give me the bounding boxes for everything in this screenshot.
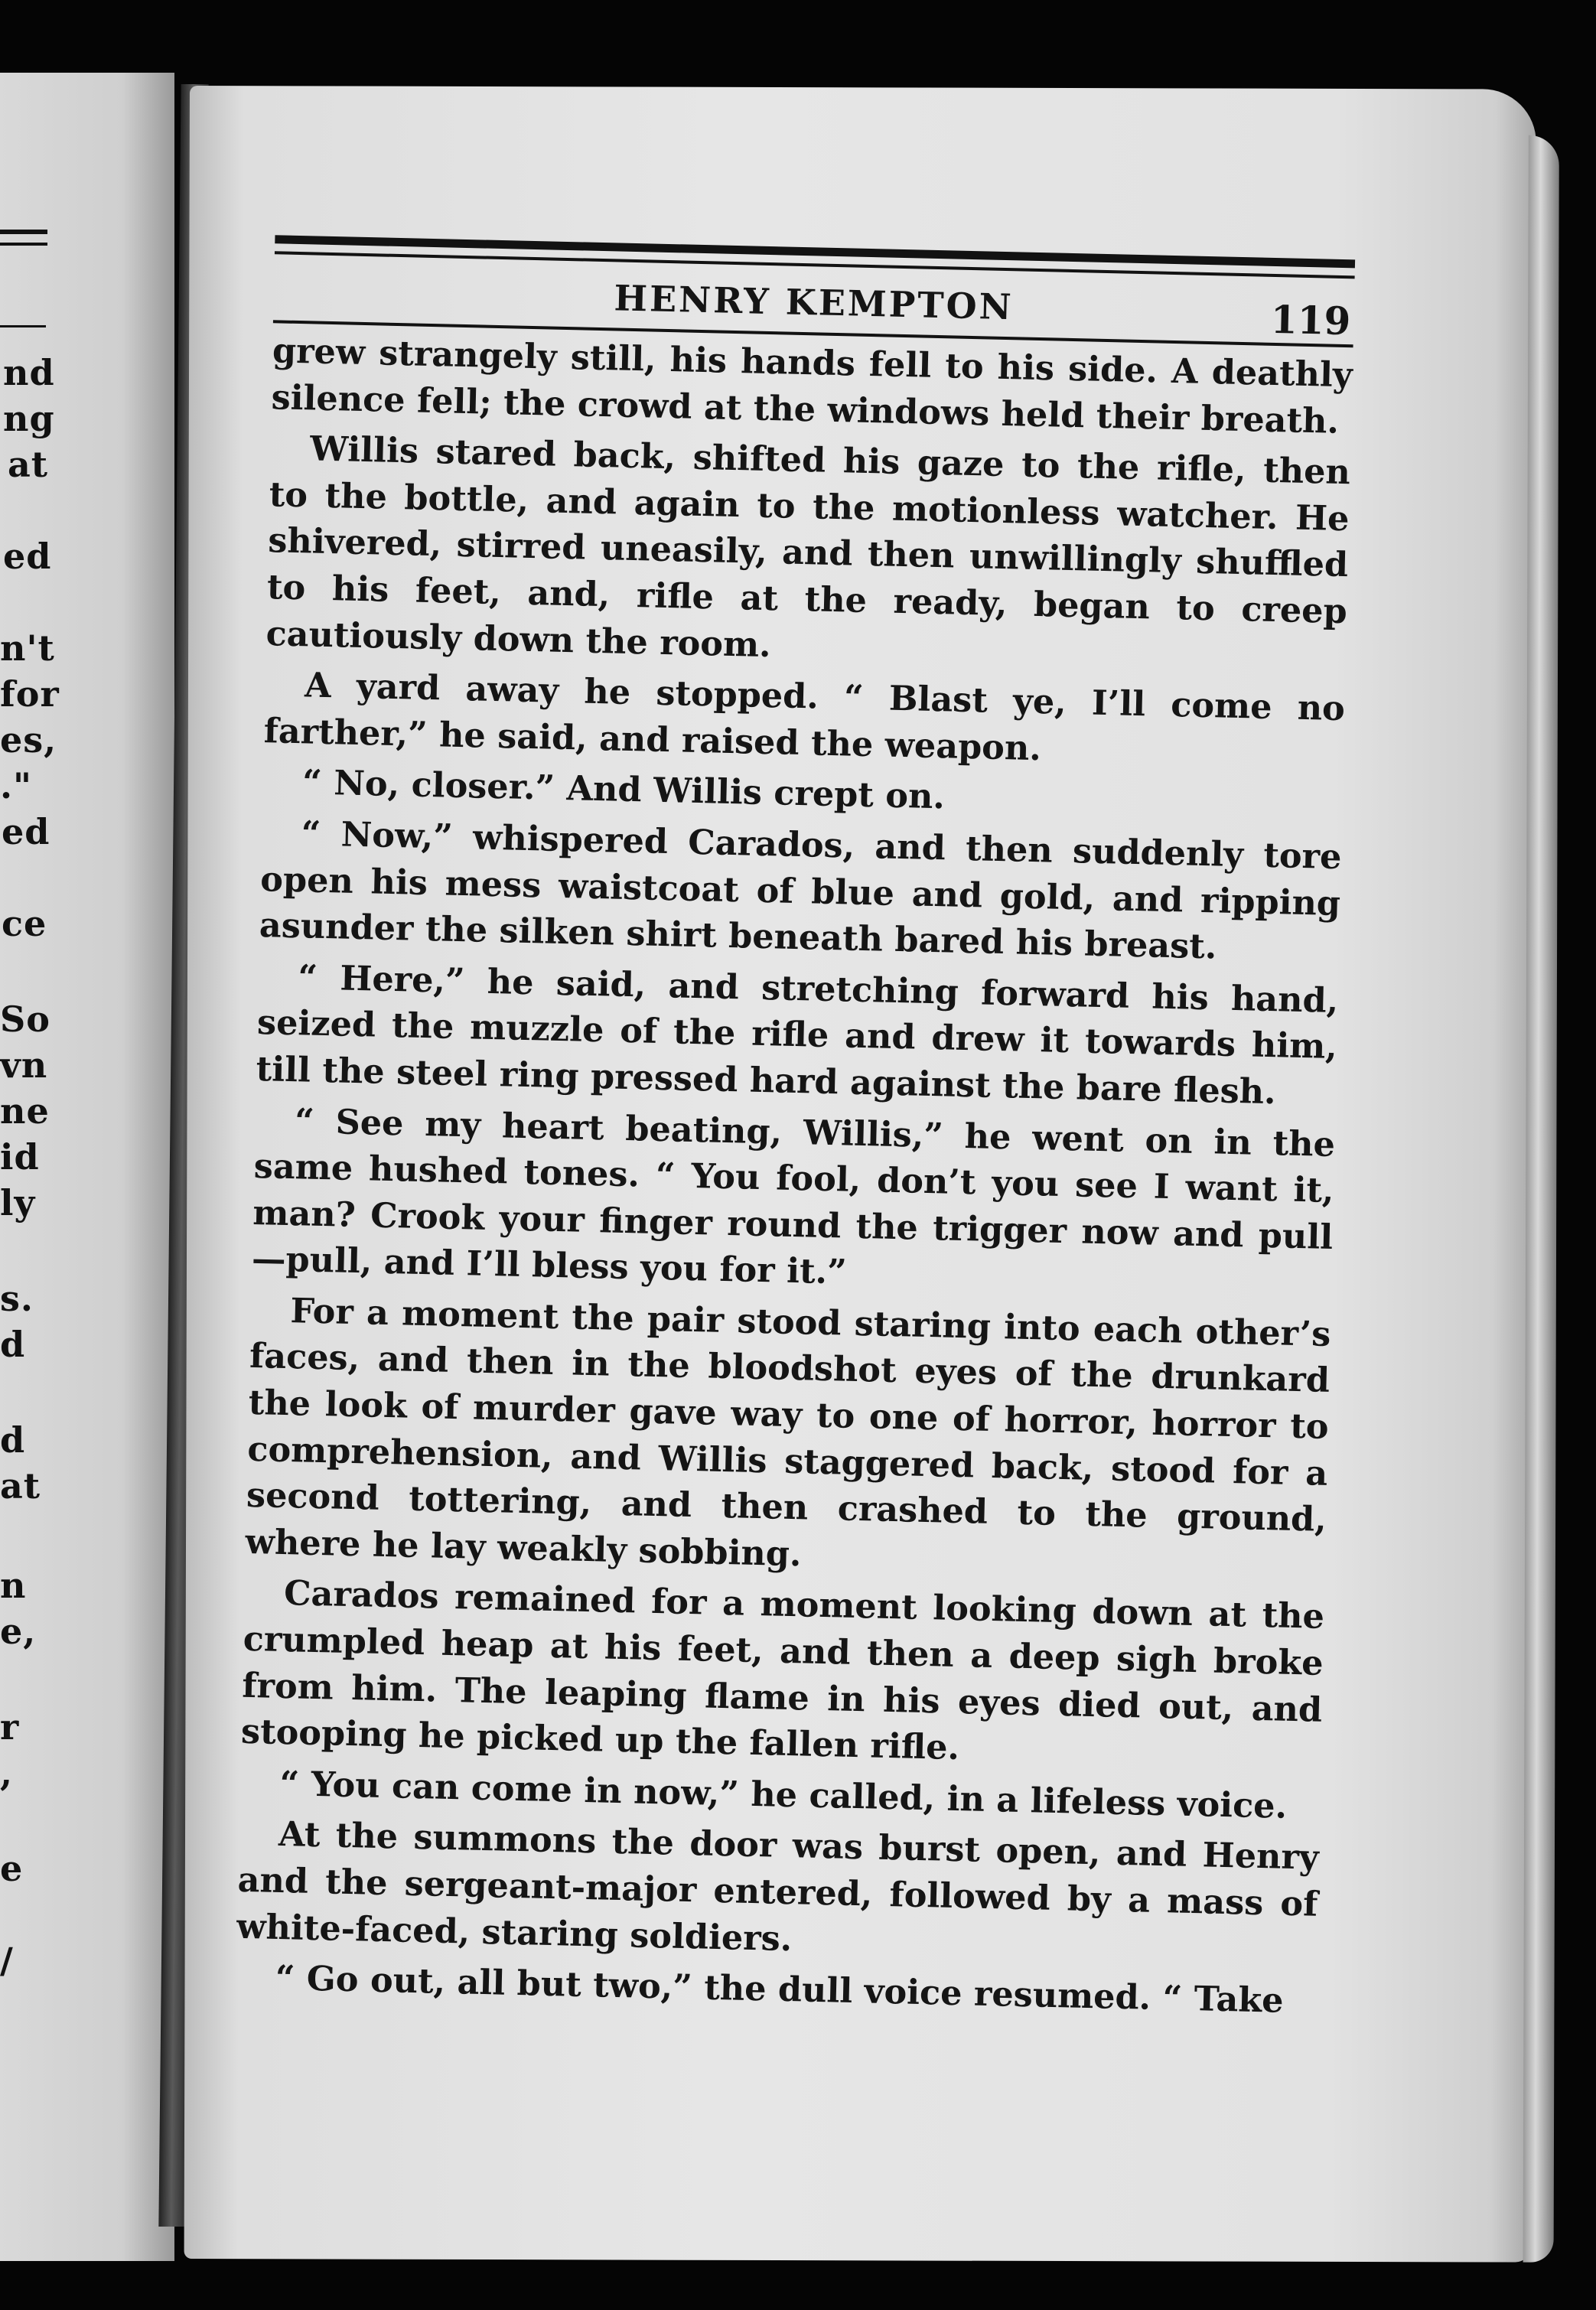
previous-page [0, 73, 174, 2261]
previous-page-fragment: at [8, 444, 49, 485]
previous-page-fragment: n't [0, 627, 55, 669]
previous-page-fragment: e [0, 1848, 24, 1889]
paragraph: At the summons the door was burst open, and Henry and the sergeant-major entered, followed by a mass of white-faced, staring soldiers. [236, 1814, 1320, 1959]
previous-page-fragment: ne [0, 1090, 50, 1132]
paragraph: “ Go out, all but two,” the dull voice resumed. “ Take [275, 1958, 1285, 2021]
paragraph: A yard away he stopped. “ Blast ye, I’ll come no farther,” he said, and raised the weapon. [263, 665, 1346, 768]
paragraph: “ Here,” he said, and stretching forward his hand, seized the muzzle of the rifle and drew it towards him, till the steel ring pressed hard against the bare flesh. [256, 956, 1339, 1113]
paragraph: “ Now,” whispered Carados, and then suddenly tore open his mess waistcoat of blue and gold, and ripping asunder the silken shirt beneath bared his breast. [259, 813, 1342, 967]
page-edge [1523, 135, 1559, 2263]
page-content [235, 235, 1355, 2025]
previous-page-fragment: s. [0, 1278, 34, 1319]
paragraph: “ You can come in now,” he called, in a lifeless voice. [278, 1763, 1288, 1826]
previous-page-rule [0, 230, 47, 234]
previous-page-fragment: nd [3, 352, 55, 393]
previous-page-fragment: ed [3, 536, 52, 577]
previous-page-rule [0, 243, 47, 246]
previous-page-fragment: n [0, 1565, 27, 1606]
book-page [184, 86, 1536, 2263]
previous-page-fragment: d [0, 1419, 26, 1461]
previous-page-fragment: ed [2, 811, 50, 852]
previous-page-fragment: vn [0, 1044, 48, 1086]
previous-page-fragment: ce [2, 903, 47, 944]
previous-page-fragment: , [0, 1752, 14, 1794]
previous-page-fragment: ng [3, 398, 55, 439]
previous-page-rule [0, 325, 46, 327]
paragraph: “ See my heart beating, Willis,” he went on in the same hushed tones. “ You fool, don’t you see I want it, man? Crook your finger round the trigger now and pull—pull, and I’ll bless you for it.” [251, 1100, 1336, 1292]
paragraph: For a moment the pair stood staring into each other’s faces, and then in the bloodshot eyes of the drunkard the look of murder gave way to one of horror, horror to comprehension, and Willis staggered back, stood for a second tottering, and then crashed to the ground, where he lay weakly sobbing. [245, 1290, 1331, 1575]
paragraph: “ No, closer.” And Willis crept on. [301, 762, 946, 817]
previous-page-fragment: id [0, 1136, 40, 1178]
previous-page-fragment: d [0, 1324, 26, 1365]
paragraph: Carados remained for a moment looking down at the crumpled heap at his feet, and then a deep sigh broke from him. The leaping flame in his eyes died out, and stooping he picked up the fallen rifle. [240, 1573, 1325, 1768]
paragraph: grew strangely still, his hands fell to his side. A deathly silence fell; the crowd at the windows held their breath. [271, 331, 1353, 441]
running-title: HENRY KEMPTON [614, 277, 1015, 328]
previous-page-fragment: for [0, 673, 60, 715]
previous-page-fragment: at [0, 1465, 41, 1507]
previous-page-fragment: es, [0, 719, 57, 761]
paragraph: Willis stared back, shifted his gaze to the rifle, then to the bottle, and again to the motionless watcher. He shivered, stirred uneasily, and then unwillingly shuffled to his feet, and, rifle at the ready, began to creep cautiously down the room. [265, 428, 1351, 665]
previous-page-fragment: ly [0, 1182, 36, 1223]
page-number: 119 [1270, 296, 1351, 344]
previous-page-fragment: ." [0, 765, 32, 806]
previous-page-fragment: r [0, 1706, 20, 1748]
previous-page-fragment: e, [0, 1611, 37, 1652]
previous-page-fragment: / [0, 1940, 14, 1981]
previous-page-fragment: So [0, 999, 50, 1040]
body-text [235, 327, 1353, 2025]
